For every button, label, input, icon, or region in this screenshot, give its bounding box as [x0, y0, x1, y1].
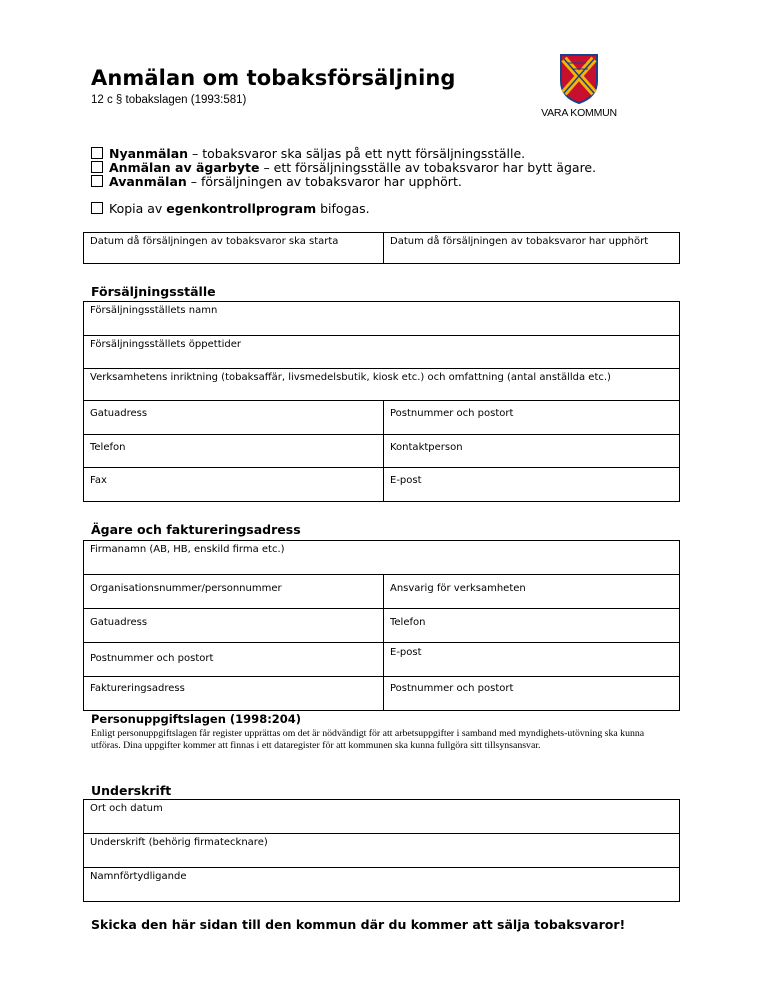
- postal-code-field[interactable]: Postnummer och postort: [384, 401, 680, 435]
- billing-address-field[interactable]: Faktureringsadress: [84, 677, 384, 711]
- phone-field[interactable]: Telefon: [84, 435, 384, 468]
- option-agarbyte[interactable]: Anmälan av ägarbyte – ett försäljningsställe av tobaksvaror har bytt ägare.: [91, 160, 596, 176]
- fax-field[interactable]: Fax: [84, 468, 384, 502]
- sales-point-name-field[interactable]: Försäljningsställets namn: [84, 302, 680, 336]
- vara-kommun-logo: [528, 53, 630, 123]
- start-date-field[interactable]: Datum då försäljningen av tobaksvaror ska starta: [84, 233, 384, 264]
- owner-email-field[interactable]: E-post: [384, 643, 680, 677]
- signature-table: [83, 799, 680, 902]
- street-address-field[interactable]: Gatuadress: [84, 401, 384, 435]
- opening-hours-field[interactable]: Försäljningsställets öppettider: [84, 336, 680, 369]
- contact-person-field[interactable]: Kontaktperson: [384, 435, 680, 468]
- owner-table: [83, 540, 680, 711]
- section-heading-owner: Ägare och faktureringsadress: [91, 522, 301, 537]
- footer-instruction: Skicka den här sidan till den kommun där du kommer att sälja tobaksvaror!: [91, 917, 626, 932]
- checkbox[interactable]: [91, 175, 103, 187]
- law-reference: 12 c § tobakslagen (1993:581): [91, 94, 247, 106]
- billing-postal-field[interactable]: Postnummer och postort: [384, 677, 680, 711]
- responsible-field[interactable]: Ansvarig för verksamheten: [384, 575, 680, 609]
- checkbox[interactable]: [91, 161, 103, 173]
- logo-text: VARA KOMMUN: [541, 107, 617, 119]
- option-kopia-egenkontroll[interactable]: Kopia av egenkontrollprogram bifogas.: [91, 201, 370, 217]
- page-title: Anmälan om tobaksförsäljning: [91, 66, 456, 90]
- org-number-field[interactable]: Organisationsnummer/personnummer: [84, 575, 384, 609]
- dates-table: [83, 232, 680, 264]
- email-field[interactable]: E-post: [384, 468, 680, 502]
- end-date-field[interactable]: Datum då försäljningen av tobaksvaror har upphört: [384, 233, 680, 264]
- owner-postal-field[interactable]: Postnummer och postort: [84, 643, 384, 677]
- sales-point-table: [83, 301, 680, 502]
- owner-street-field[interactable]: Gatuadress: [84, 609, 384, 643]
- place-date-field[interactable]: Ort och datum: [84, 800, 680, 834]
- owner-phone-field[interactable]: Telefon: [384, 609, 680, 643]
- checkbox[interactable]: [91, 147, 103, 159]
- option-nyanmalan[interactable]: Nyanmälan – tobaksvaror ska säljas på ett nytt försäljningsställe.: [91, 146, 525, 162]
- activity-field[interactable]: Verksamhetens inriktning (tobaksaffär, livsmedelsbutik, kiosk etc.) och omfattning (antal anställda etc.): [84, 369, 680, 401]
- section-heading-signature: Underskrift: [91, 783, 172, 798]
- option-avanmalan[interactable]: Avanmälan – försäljningen av tobaksvaror har upphört.: [91, 174, 462, 190]
- section-heading-sales-point: Försäljningsställe: [91, 284, 216, 299]
- pul-heading: Personuppgiftslagen (1998:204): [91, 712, 302, 726]
- name-clarification-field[interactable]: Namnförtydligande: [84, 868, 680, 902]
- checkbox[interactable]: [91, 202, 103, 214]
- signature-field[interactable]: Underskrift (behörig firmatecknare): [84, 834, 680, 868]
- pul-text: Enligt personuppgiftslagen får register upprättas om det är nödvändigt för att arbetsuppgifter i samband med myndighets-utövning ska kunna utföras. Dina uppgifter kommer att finnas i ett dataregister för att kommunen ska kunna fullgöra sitt tillsynsansvar.: [91, 728, 645, 751]
- company-name-field[interactable]: Firmanamn (AB, HB, enskild firma etc.): [84, 541, 680, 575]
- coat-of-arms-icon: [528, 53, 630, 105]
